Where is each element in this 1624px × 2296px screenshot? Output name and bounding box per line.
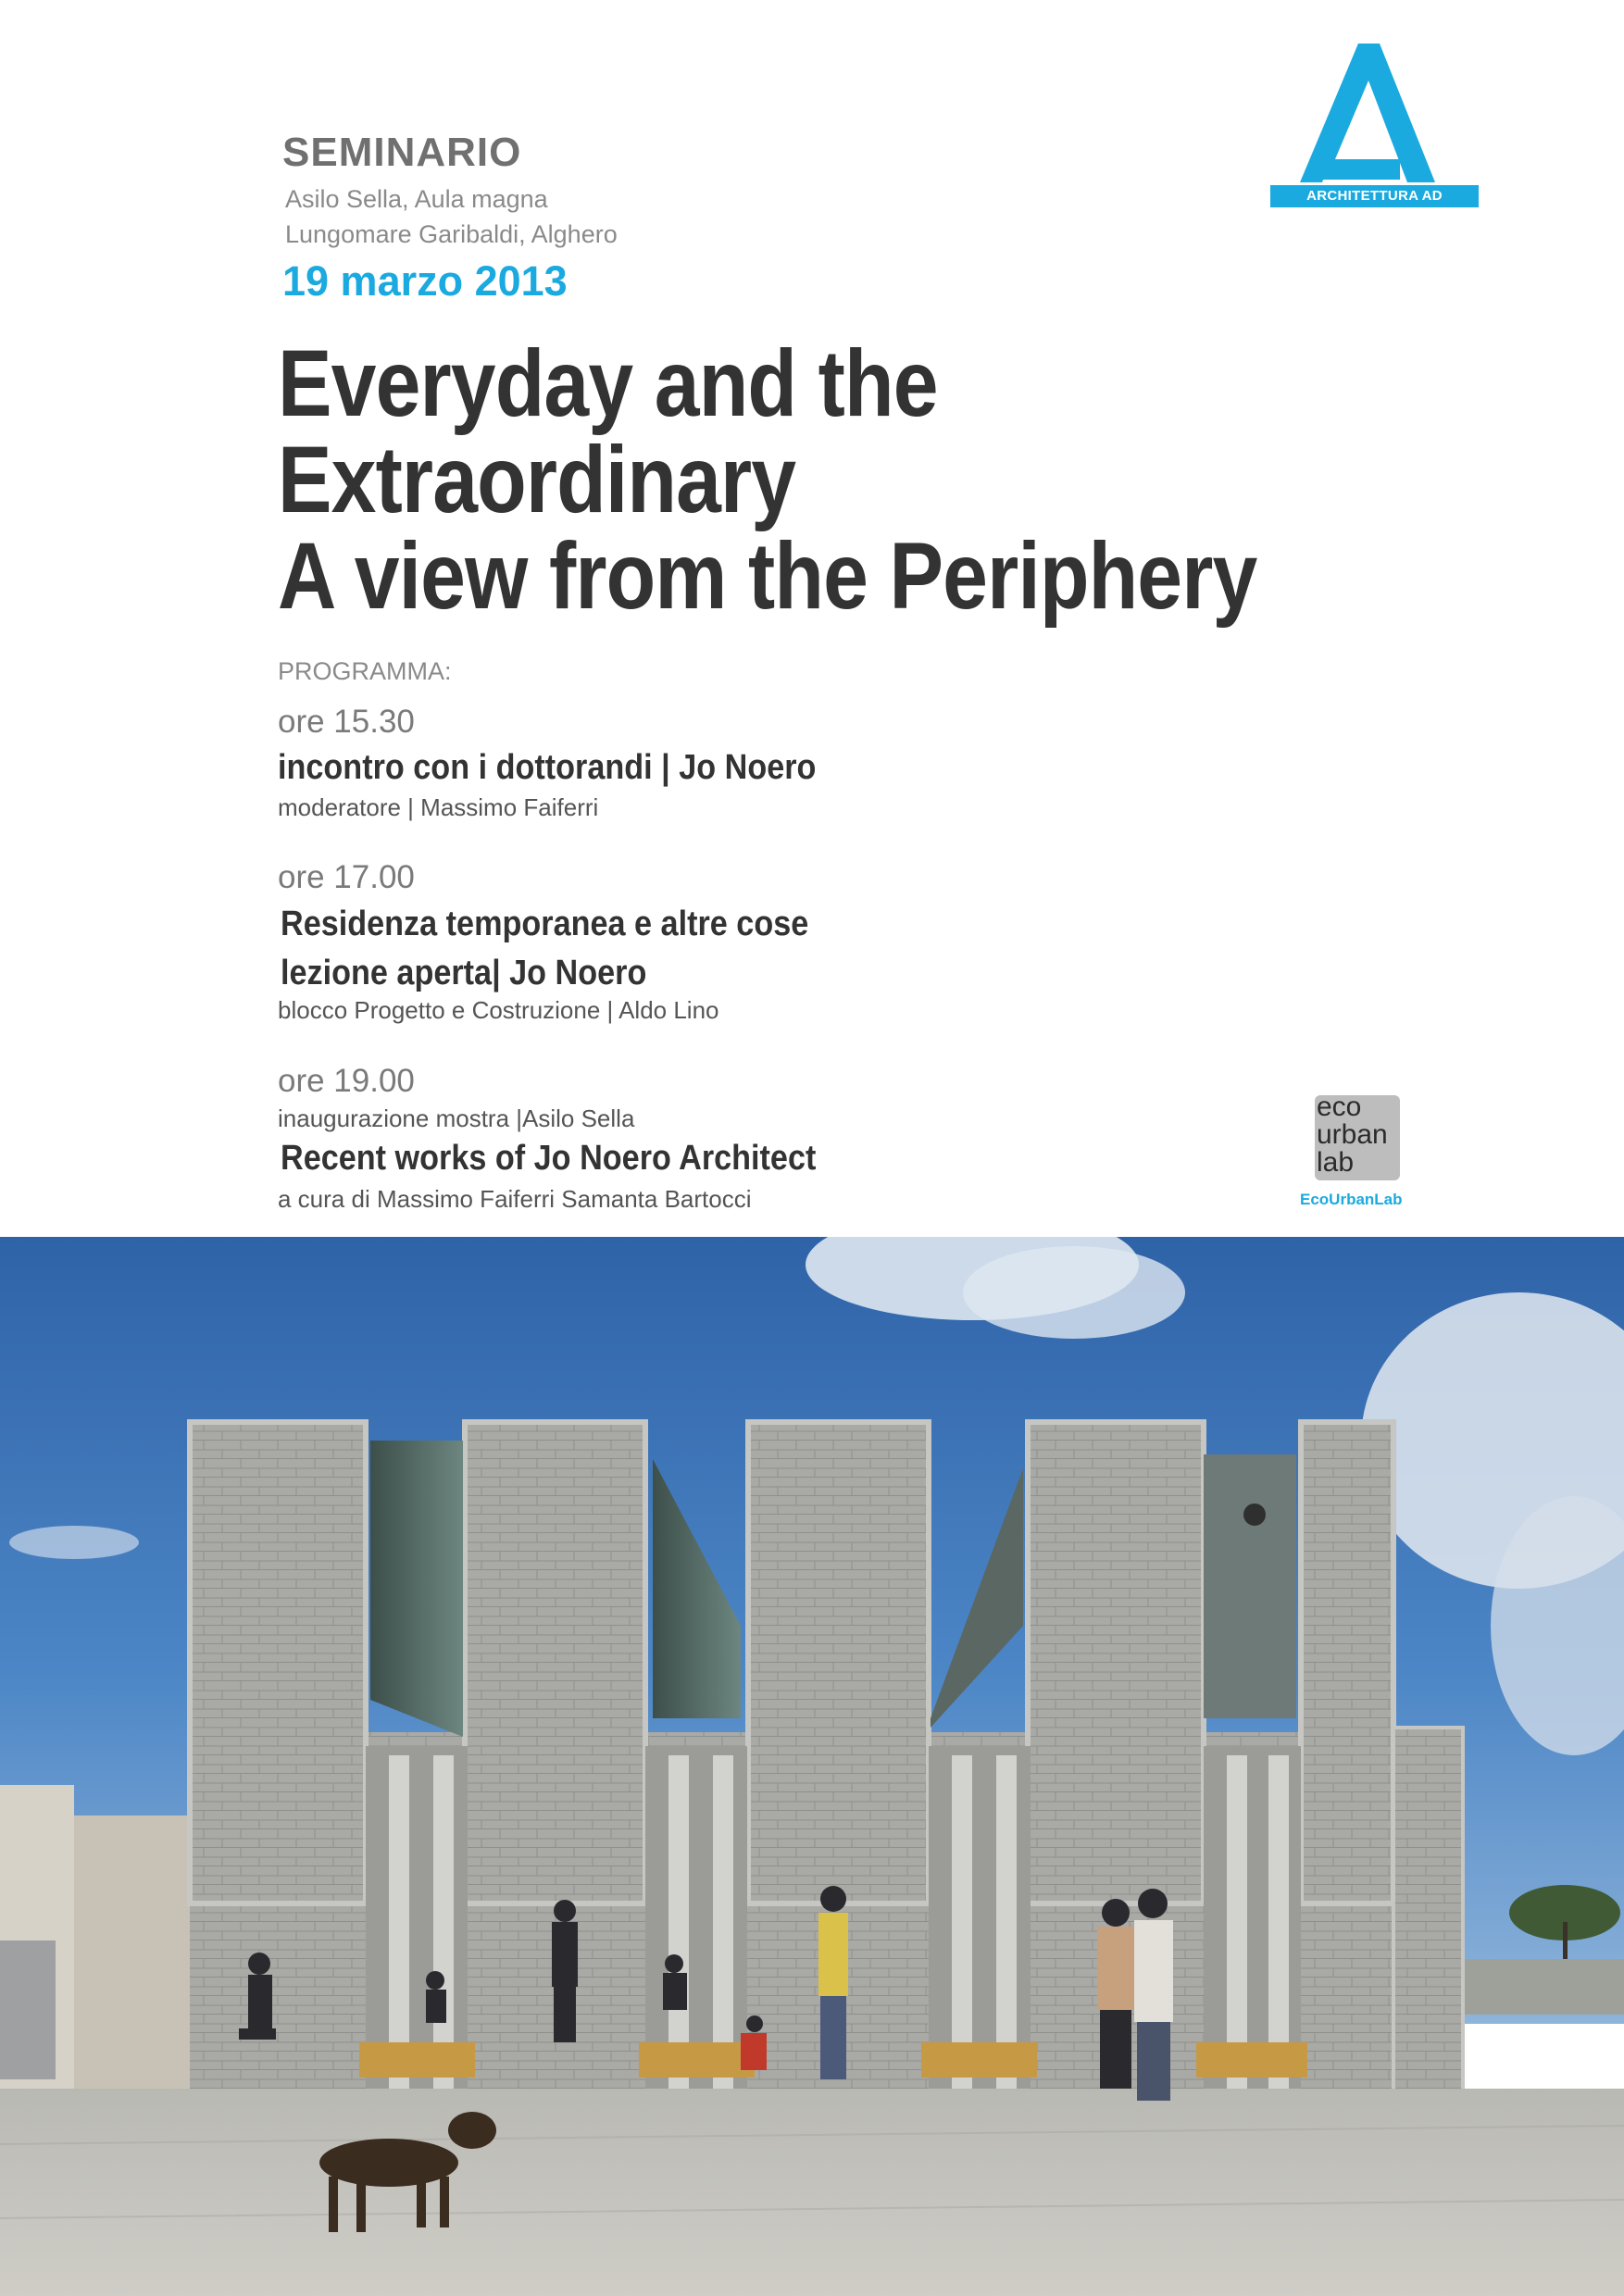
program-title-3: Recent works of Jo Noero Architect (281, 1139, 817, 1178)
page-title (278, 331, 1481, 629)
ecourbanlab-caption: EcoUrbanLab (1300, 1191, 1403, 1208)
program-time-3: ore 19.00 (278, 1063, 415, 1099)
program-subtitle-3: a cura di Massimo Faiferri Samanta Bartocci (278, 1185, 752, 1213)
title-line-1: Everyday and the (278, 331, 938, 436)
event-date: 19 marzo 2013 (282, 257, 568, 305)
program-time-2: ore 17.00 (278, 859, 415, 895)
program-label: PROGRAMMA: (278, 657, 452, 685)
letter-a-logo-icon (1270, 39, 1479, 187)
program-title-1: incontro con i dottorandi | Jo Noero (278, 748, 817, 787)
program-title-2a: Residenza temporanea e altre cose (281, 905, 809, 943)
architettura-logo (1270, 39, 1479, 226)
eco-logo-line-3: lab (1317, 1147, 1355, 1178)
venue-line-1: Asilo Sella, Aula magna (285, 185, 548, 213)
program-time-1: ore 15.30 (278, 704, 415, 740)
program-subtitle-1: moderatore | Massimo Faiferri (278, 793, 599, 821)
title-line-3: A view from the Periphery (278, 523, 1257, 629)
architettura-logo-caption: ARCHITETTURA AD ALGHERO (1270, 185, 1479, 207)
title-line-2: Extraordinary (278, 427, 796, 532)
eco-logo-line-1: eco (1317, 1095, 1362, 1122)
seminar-label: SEMINARIO (282, 130, 522, 175)
eco-logo-line-2: urban (1317, 1119, 1388, 1150)
ecourbanlab-logo (1315, 1095, 1400, 1180)
program-subtitle-2: blocco Progetto e Costruzione | Aldo Lino (278, 996, 719, 1024)
venue-line-2: Lungomare Garibaldi, Alghero (285, 220, 618, 248)
program-pre-3: inaugurazione mostra |Asilo Sella (278, 1104, 635, 1132)
building-photo (0, 1237, 1624, 2296)
program-title-2b: lezione aperta| Jo Noero (281, 954, 647, 992)
